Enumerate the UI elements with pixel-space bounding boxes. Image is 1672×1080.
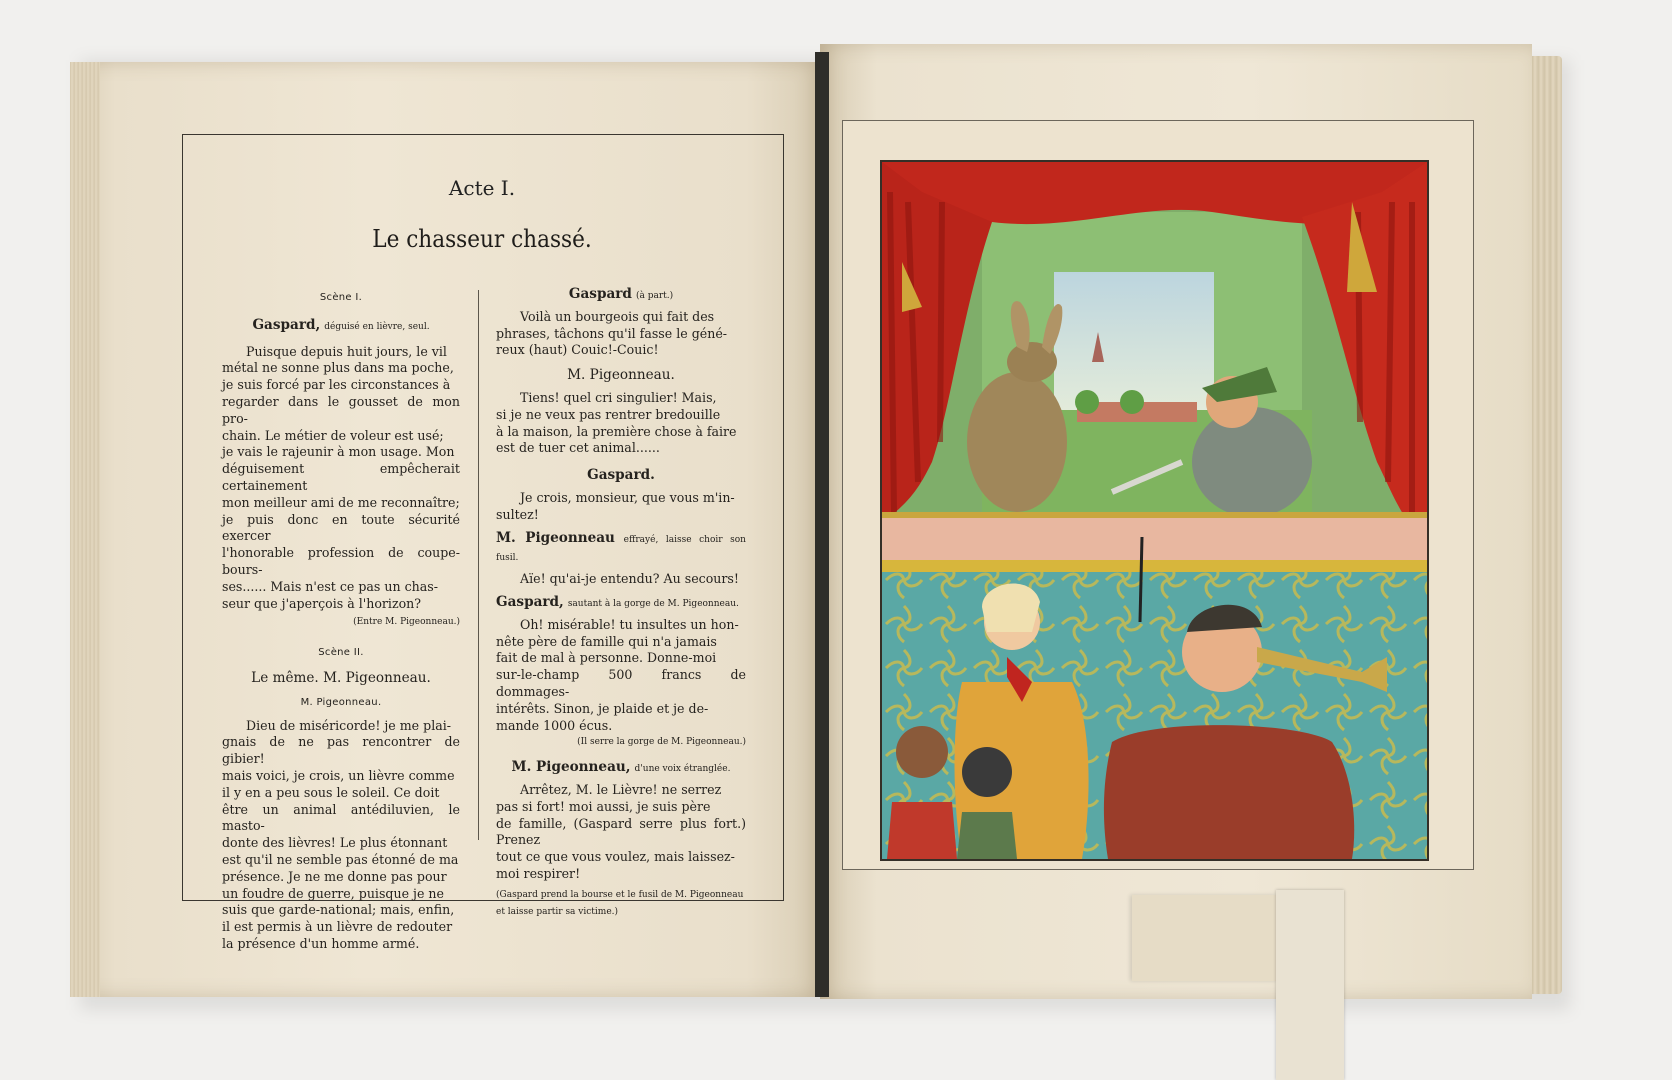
text-line: il y en a peu sous le soleil. Ce doit	[222, 784, 440, 800]
text-line: Puisque depuis huit jours, le vil	[246, 343, 447, 359]
text-line: sur-le-champ 500 francs de dommages-	[496, 667, 746, 699]
speaker-line	[496, 594, 746, 613]
puppet-theatre-illustration	[880, 160, 1429, 861]
stage-direction: (à part.)	[635, 291, 674, 301]
speech-block	[496, 490, 746, 524]
stage-direction: (Il serre la gorge de M. Pigeonneau.)	[577, 737, 746, 748]
stage-direction: et laisse partir sa victime.)	[496, 906, 619, 917]
speaker-line	[496, 286, 746, 305]
text-line: reux (haut) Couic!-Couic!	[496, 342, 659, 358]
text-line: déguisement empêcherait certainement	[222, 461, 460, 493]
column-divider	[478, 290, 479, 840]
stage-direction: déguisé en lièvre, seul.	[324, 321, 430, 332]
tree	[1120, 390, 1144, 414]
text-column-left	[222, 290, 460, 953]
text-column-right	[496, 286, 746, 920]
text-line: la présence d'un homme armé.	[222, 935, 420, 951]
text-line: Dieu de miséricorde! je me plai-	[246, 717, 452, 733]
text-line: Voilà un bourgeois qui fait des	[520, 308, 715, 324]
stage-direction: effrayé, laisse choir son fusil.	[496, 534, 746, 564]
text-line: fait de mal à personne. Donne-moi	[496, 650, 717, 666]
child-figure	[896, 726, 948, 778]
text-line: mande 1000 écus.	[496, 717, 613, 733]
text-line: Arrêtez, M. le Lièvre! ne serrez	[520, 781, 722, 797]
speaker-line	[496, 530, 746, 568]
illustration-svg	[882, 162, 1427, 859]
scene-heading: Scène II.	[318, 647, 364, 659]
speaker-name: Gaspard.	[587, 467, 655, 484]
text-line: gnais de ne pas rencontrer de gibier!	[222, 734, 460, 767]
speaker-name: Gaspard,	[252, 316, 321, 333]
text-line: je vais le rajeunir à mon usage. Mon	[222, 444, 455, 460]
book-spine	[815, 52, 829, 997]
speech-block	[496, 390, 746, 457]
speaker-name: M. Pigeonneau	[496, 529, 615, 546]
text-line: présence. Je ne me donne pas pour	[222, 868, 447, 884]
text-line: seur que j'aperçois à l'horizon?	[222, 595, 422, 611]
speech-block	[496, 782, 746, 883]
puppet-stage-ledge	[882, 512, 1427, 562]
text-line: à la maison, la première chose à faire	[496, 423, 737, 439]
text-line: est de tuer cet animal......	[496, 440, 660, 456]
text-line: nête père de famille qui n'a jamais	[496, 633, 717, 649]
text-line: mon meilleur ami de me reconnaître;	[222, 494, 460, 510]
text-line: si je ne veux pas rentrer bredouille	[496, 406, 721, 422]
text-line: mais voici, je crois, un lièvre comme	[222, 767, 455, 783]
text-line: tout ce que vous voulez, mais laissez-	[496, 849, 735, 865]
text-line: Je crois, monsieur, que vous m'in-	[520, 489, 735, 505]
text-line: chain. Le métier de voleur est usé;	[222, 427, 444, 443]
text-line: Aïe! qu'ai-je entendu? Au secours!	[520, 571, 739, 587]
text-line: Tiens! quel cri singulier! Mais,	[520, 389, 717, 405]
speech-block	[496, 309, 746, 359]
pointer-stick	[1140, 537, 1142, 622]
stage-direction: sautant à la gorge de M. Pigeonneau.	[567, 598, 739, 609]
text-line: moi respirer!	[496, 865, 581, 881]
text-line: il est permis à un lièvre de redouter	[222, 919, 453, 935]
text-line: intérêts. Sinon, je plaide et je de-	[496, 700, 709, 716]
stage-direction: d'une voix étranglée.	[634, 764, 731, 775]
speech-block	[222, 718, 460, 953]
speaker-name: Gaspard,	[496, 593, 564, 610]
text-line: un foudre de guerre, puisque je ne	[222, 885, 444, 901]
text-line: regarder dans le gousset de mon pro-	[222, 393, 460, 426]
speech-block	[222, 344, 460, 613]
text-line: donte des lièvres! Le plus étonnant	[222, 835, 448, 851]
speaker-line	[496, 759, 746, 778]
tree	[1075, 390, 1099, 414]
text-line: métal ne sonne plus dans ma poche,	[222, 360, 454, 376]
pull-tab[interactable]	[1276, 890, 1344, 1080]
text-line: je suis forcé par les circonstances à	[222, 377, 451, 393]
text-line: pas si fort! moi aussi, je suis père	[496, 798, 711, 814]
text-line: est qu'il ne semble pas étonné de ma	[222, 851, 459, 867]
hare-puppet	[967, 372, 1067, 512]
text-line: ses...... Mais n'est ce pas un chas-	[222, 578, 439, 594]
pull-tab-flap	[1132, 895, 1278, 981]
stage-direction: (Entre M. Pigeonneau.)	[353, 617, 460, 628]
speaker-name: Gaspard	[568, 286, 632, 302]
text-line: sultez!	[496, 506, 539, 522]
stage-direction: (Gaspard prend la bourse et le fusil de M. Pigeonneau	[496, 889, 744, 900]
text-line: Oh! misérable! tu insultes un hon-	[520, 616, 739, 632]
speaker-name: M. Pigeonneau,	[511, 759, 631, 776]
text-line: je puis donc en toute sécurité exercer	[222, 511, 460, 544]
text-line: de famille, (Gaspard serre plus fort.) Prenez	[496, 815, 746, 848]
speaker-name: M. Pigeonneau.	[567, 367, 675, 384]
left-page-edges	[70, 62, 100, 997]
gold-fringe	[882, 560, 1427, 572]
speaker-name: M. Pigeonneau.	[300, 696, 382, 708]
speaker-line	[222, 317, 460, 336]
text-line: l'honorable profession de coupe-bours-	[222, 545, 460, 577]
act-heading: Acte I.	[448, 176, 516, 200]
characters-line: Le même. M. Pigeonneau.	[251, 669, 431, 686]
text-line: être un animal antédiluvien, le masto-	[222, 801, 460, 834]
hunter-puppet	[1192, 407, 1312, 517]
man-figure	[1104, 725, 1354, 859]
child-figure	[962, 747, 1012, 797]
text-line: suis que garde-national; mais, enfin,	[222, 902, 455, 918]
speech-block	[496, 617, 746, 735]
text-line: phrases, tâchons qu'il fasse le géné-	[496, 325, 728, 341]
play-title: Le chasseur chassé.	[372, 225, 592, 253]
scene-heading: Scène I.	[319, 292, 363, 303]
